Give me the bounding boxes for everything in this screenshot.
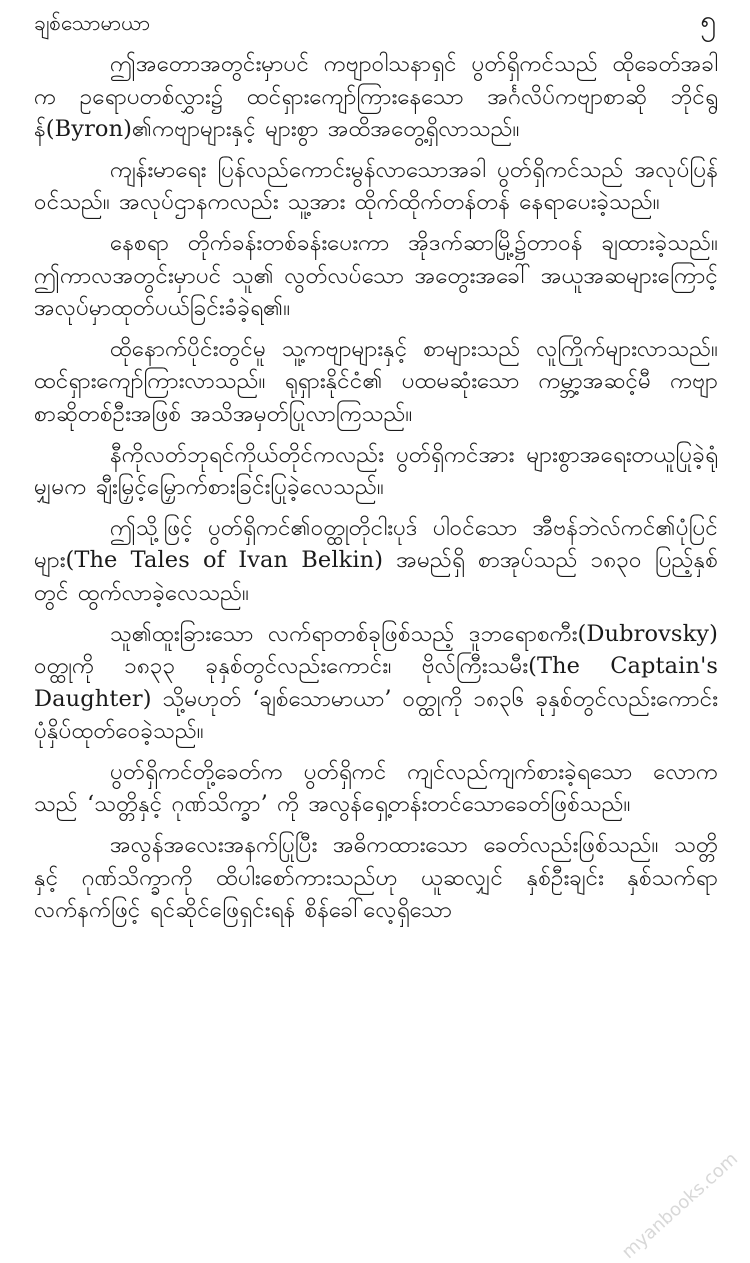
watermark: myanbooks.com	[617, 1148, 742, 1263]
paragraph: ဤအတောအတွင်းမှာပင် ကဗျာဝါသနာရှင် ပွတ်ရှိကင်သည် ထိုခေတ်အခါက ဥရောပတစ်လွှား၌ ထင်ရှားကျော်ကြားနေသော အင်္ဂလိပ်ကဗျာစာဆို ဘိုင်ရွန်(Byron)၏ကဗျာများနှင့် များစွာ အထိအတွေ့ရှိလာသည်။	[34, 51, 718, 143]
paragraph: ဤသို့ဖြင့် ပွတ်ရှိကင်၏ဝတ္ထုတိုငါးပုဒ် ပါဝင်သော အီဗန်ဘဲလ်ကင်၏ပုံပြင်များ(The Tales of Ivan Belkin) အမည်ရှိ စာအုပ်သည် ၁၈၃၀ ပြည့်နှစ်တွင် ထွက်လာခဲ့လေသည်။	[34, 514, 718, 606]
paragraph: အလွန်အလေးအနက်ပြုပြီး အဓိကထားသော ခေတ်လည်းဖြစ်သည်။ သတ္တိနှင့် ဂုဏ်သိက္ခာကို ထိပါးစော်ကားသည်ဟု ယူဆလျှင် နှစ်ဦးချင်း နှစ်သက်ရာလက်နက်ဖြင့် ရင်ဆိုင်ဖြေရှင်းရန် စိန်ခေါ်လေ့ရှိသော	[34, 832, 718, 924]
paragraph: နီကိုလတ်ဘုရင်ကိုယ်တိုင်ကလည်း ပွတ်ရှိကင်အား များစွာအရေးတယူပြုခဲ့ရုံမျှမက ချီးမြှင့်မြှောက်စားခြင်းပြုခဲ့လေသည်။	[34, 441, 718, 501]
paragraph: ပွတ်ရှိကင်တို့ခေတ်က ပွတ်ရှိကင် ကျင်လည်ကျက်စားခဲ့ရသော လောကသည် ‘သတ္တိနှင့် ဂုဏ်သိက္ခာ’ ကို အလွန်ရှေ့တန်းတင်သောခေတ်ဖြစ်သည်။	[34, 758, 718, 818]
page-number: ၅	[700, 4, 716, 37]
paragraph: ကျန်းမာရေး ပြန်လည်ကောင်းမွန်လာသောအခါ ပွတ်ရှိကင်သည် အလုပ်ပြန်ဝင်သည်။ အလုပ်ဌာနကလည်း သူ့အား ထိုက်ထိုက်တန်တန် နေရာပေးခဲ့သည်။	[34, 156, 718, 216]
running-head: ချစ်သောမာယာ	[34, 11, 151, 35]
paragraph: နေစရာ တိုက်ခန်းတစ်ခန်းပေးကာ အိုဒက်ဆာမြို့၌တာဝန် ချထားခဲ့သည်။ ဤကာလအတွင်းမှာပင် သူ၏ လွတ်လပ်သော အတွေးအခေါ် အယူအဆများကြောင့် အလုပ်မှာထုတ်ပယ်ခြင်းခံခဲ့ရ၏။	[34, 229, 718, 322]
paragraph: သူ၏ထူးခြားသော လက်ရာတစ်ခုဖြစ်သည့် ဒူဘရောစကီး(Dubrovsky) ဝတ္ထုကို ၁၈၃၃ ခုနှစ်တွင်လည်းကောင်း၊ ဗိုလ်ကြီးသမီး(The Captain's Daughter) သို့မဟုတ် ‘ချစ်သောမာယာ’ ဝတ္ထုကို ၁၈၃၆ ခုနှစ်တွင်လည်းကောင်း ပုံနှိပ်ထုတ်ဝေခဲ့သည်။	[34, 620, 718, 745]
body-text	[34, 48, 718, 935]
paragraph: ထိုနောက်ပိုင်းတွင်မူ သူ့ကဗျာများနှင့် စာများသည် လူကြိုက်များလာသည်။ ထင်ရှားကျော်ကြားလာသည်။ ရုရှားနိုင်ငံ၏ ပထမဆုံးသော ကမ္ဘာ့အဆင့်မီ ကဗျာစာဆိုတစ်ဦးအဖြစ် အသိအမှတ်ပြုလာကြသည်။	[34, 335, 718, 427]
